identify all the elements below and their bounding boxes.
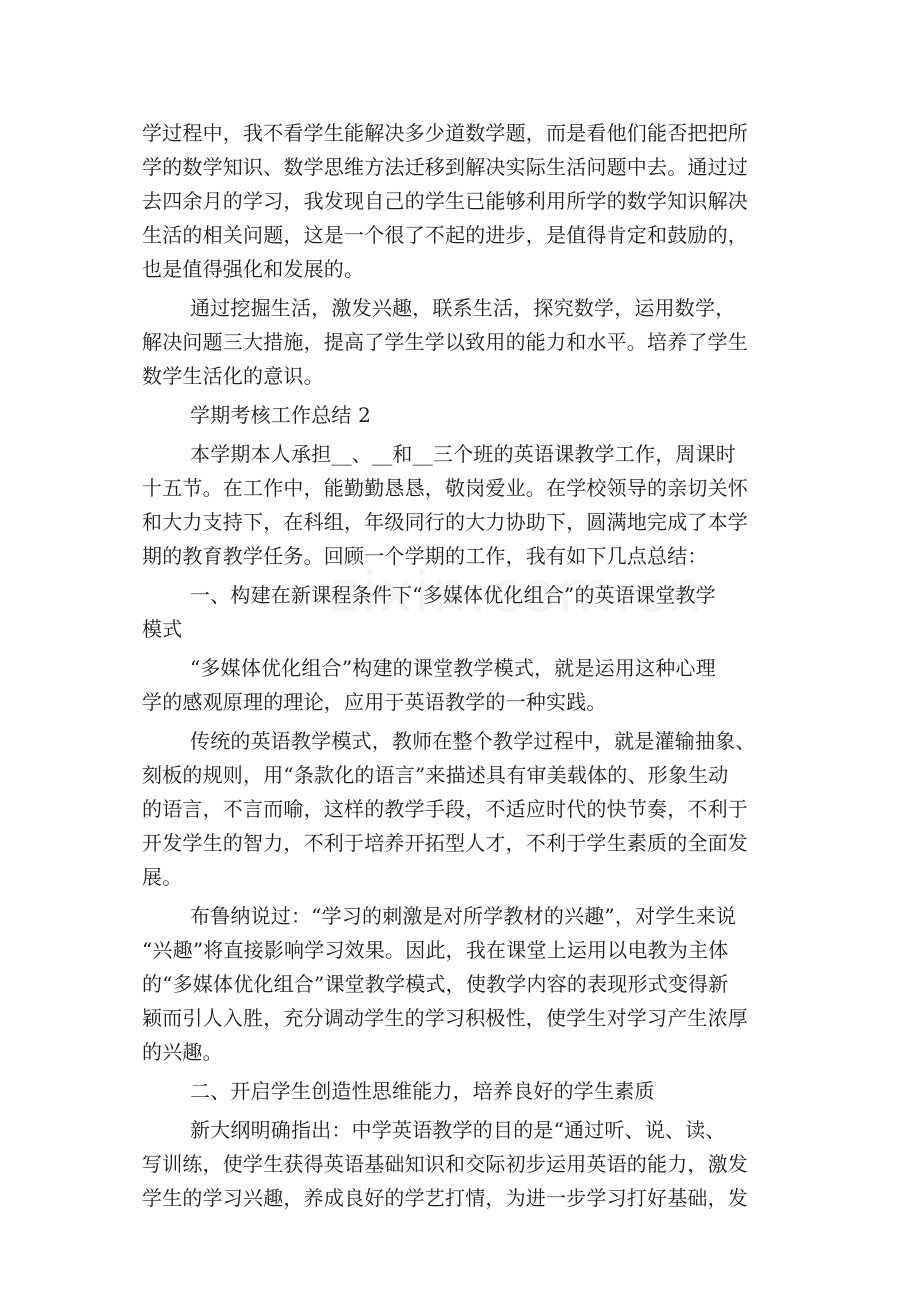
text-line: 本学期本人承担__、__和__三个班的英语课教学工作，周课时 xyxy=(190,442,736,466)
text-line: 展。 xyxy=(142,865,183,889)
text-line: 二、开启学生创造性思维能力，培养良好的学生素质 xyxy=(190,1079,655,1103)
text-line: 十五节。在工作中，能勤勤恳恳，敬岗爱业。在学校领导的亲切关怀 xyxy=(142,476,748,500)
text-line: 模式 xyxy=(142,617,183,641)
text-line: 期的教育教学任务。回顾一个学期的工作，我有如下几点总结： xyxy=(142,544,708,568)
text-line: 学的感观原理的理论，应用于英语教学的一种实践。 xyxy=(142,690,607,714)
text-line: 学生的学习兴趣，养成良好的学艺打情，为进一步学习打好基础，发 xyxy=(142,1186,748,1210)
text-line: 去四余月的学习，我发现自己的学生已能够利用所学的数学知识解决 xyxy=(142,189,748,213)
text-line: “多媒体优化组合”构建的课堂教学模式，就是运用这种心理 xyxy=(190,656,716,680)
text-line: 学期考核工作总结 2 xyxy=(190,403,372,427)
text-line: 一、构建在新课程条件下“多媒体优化组合”的英语课堂教学 xyxy=(190,583,716,607)
document-body xyxy=(142,116,782,1215)
text-line: 和大力支持下，在科组，年级同行的大力协助下，圆满地完成了本学 xyxy=(142,510,748,534)
text-line: 的兴趣。 xyxy=(142,1040,223,1064)
text-line: 布鲁纳说过：“学习的刺激是对所学教材的兴趣”，对学生来说 xyxy=(190,904,737,928)
text-line: 写训练，使学生获得英语基础知识和交际初步运用英语的能力，激发 xyxy=(142,1152,748,1176)
text-line: 新大纲明确指出：中学英语教学的目的是“通过听、说、读、 xyxy=(190,1118,726,1142)
text-line: 解决问题三大措施，提高了学生学以致用的能力和水平。培养了学生 xyxy=(142,330,748,354)
text-line: 颖而引人入胜，充分调动学生的学习积极性，使学生对学习产生浓厚 xyxy=(142,1006,748,1030)
text-line: 传统的英语教学模式，教师在整个教学过程中，就是灌输抽象、 xyxy=(190,729,756,753)
text-line: 的“多媒体优化组合”课堂教学模式，使教学内容的表现形式变得新 xyxy=(142,972,729,996)
text-line: “兴趣”将直接影响学习效果。因此，我在课堂上运用以电教为主体 xyxy=(142,938,729,962)
text-line: 学过程中，我不看学生能解决多少道数学题，而是看他们能否把把所 xyxy=(142,121,748,145)
text-line: 生活的相关问题，这是一个很了不起的进步，是值得肯定和鼓励的， xyxy=(142,223,748,247)
text-line: 刻板的规则，用“条款化的语言”来描述具有审美载体的、形象生动 xyxy=(142,763,729,787)
text-line: 通过挖掘生活，激发兴趣，联系生活，探究数学，运用数学， xyxy=(190,296,736,320)
text-line: 的语言，不言而喻，这样的教学手段，不适应时代的快节奏，不利于 xyxy=(142,797,748,821)
text-line: 学的数学知识、数学思维方法迁移到解决实际生活问题中去。通过过 xyxy=(142,155,748,179)
text-line: 数学生活化的意识。 xyxy=(142,364,324,388)
text-line: 开发学生的智力，不利于培养开拓型人才，不利于学生素质的全面发 xyxy=(142,831,748,855)
text-line: 也是值得强化和发展的。 xyxy=(142,257,365,281)
